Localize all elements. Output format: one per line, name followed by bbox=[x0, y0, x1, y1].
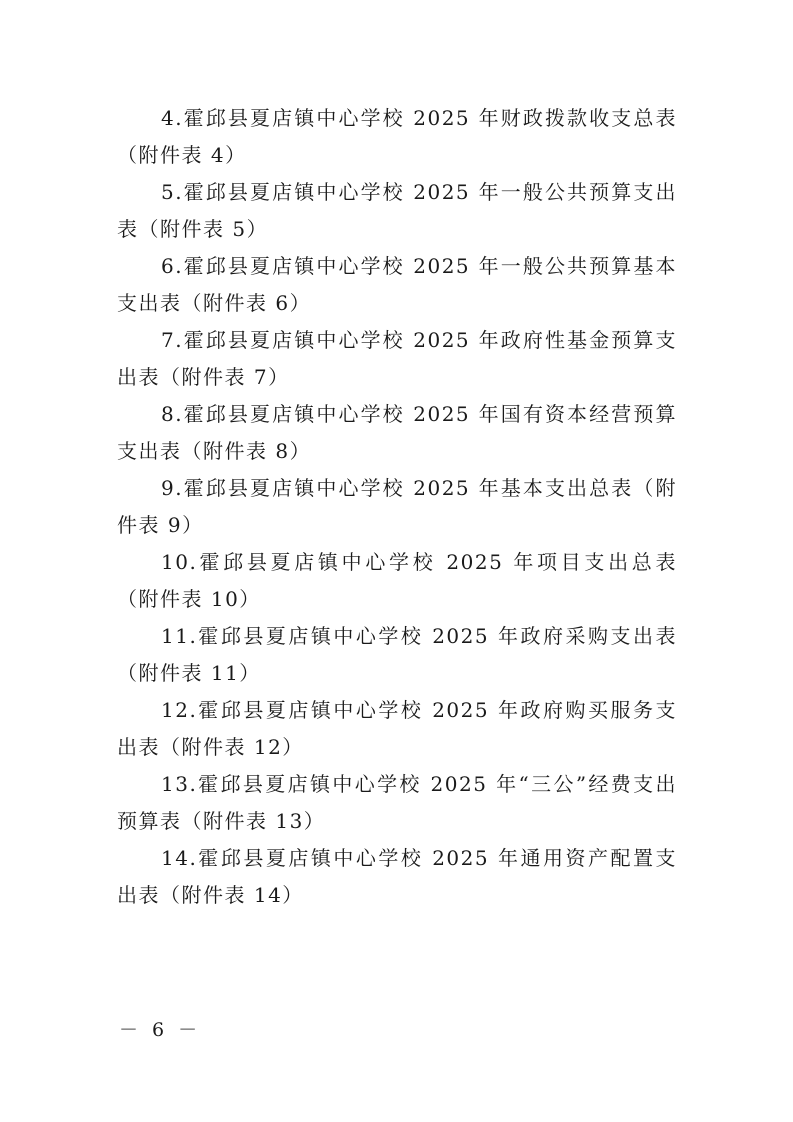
list-item: 14.霍邱县夏店镇中心学校 2025 年通用资产配置支出表（附件表 14） bbox=[117, 846, 677, 907]
list-item: 8.霍邱县夏店镇中心学校 2025 年国有资本经营预算支出表（附件表 8） bbox=[117, 402, 677, 463]
list-item: 13.霍邱县夏店镇中心学校 2025 年“三公”经费支出预算表（附件表 13） bbox=[117, 772, 677, 833]
page-number: － 6 － bbox=[119, 1019, 202, 1041]
list-item: 7.霍邱县夏店镇中心学校 2025 年政府性基金预算支出表（附件表 7） bbox=[117, 328, 677, 389]
list-item: 4.霍邱县夏店镇中心学校 2025 年财政拨款收支总表（附件表 4） bbox=[117, 106, 677, 167]
list-item: 12.霍邱县夏店镇中心学校 2025 年政府购买服务支出表（附件表 12） bbox=[117, 698, 677, 759]
list-item: 11.霍邱县夏店镇中心学校 2025 年政府采购支出表（附件表 11） bbox=[117, 624, 677, 685]
list-item: 10.霍邱县夏店镇中心学校 2025 年项目支出总表（附件表 10） bbox=[117, 550, 677, 611]
list-item: 5.霍邱县夏店镇中心学校 2025 年一般公共预算支出表（附件表 5） bbox=[117, 180, 677, 241]
list-item: 9.霍邱县夏店镇中心学校 2025 年基本支出总表（附件表 9） bbox=[117, 476, 677, 537]
list-item: 6.霍邱县夏店镇中心学校 2025 年一般公共预算基本支出表（附件表 6） bbox=[117, 254, 677, 315]
attachment-list bbox=[117, 100, 677, 914]
